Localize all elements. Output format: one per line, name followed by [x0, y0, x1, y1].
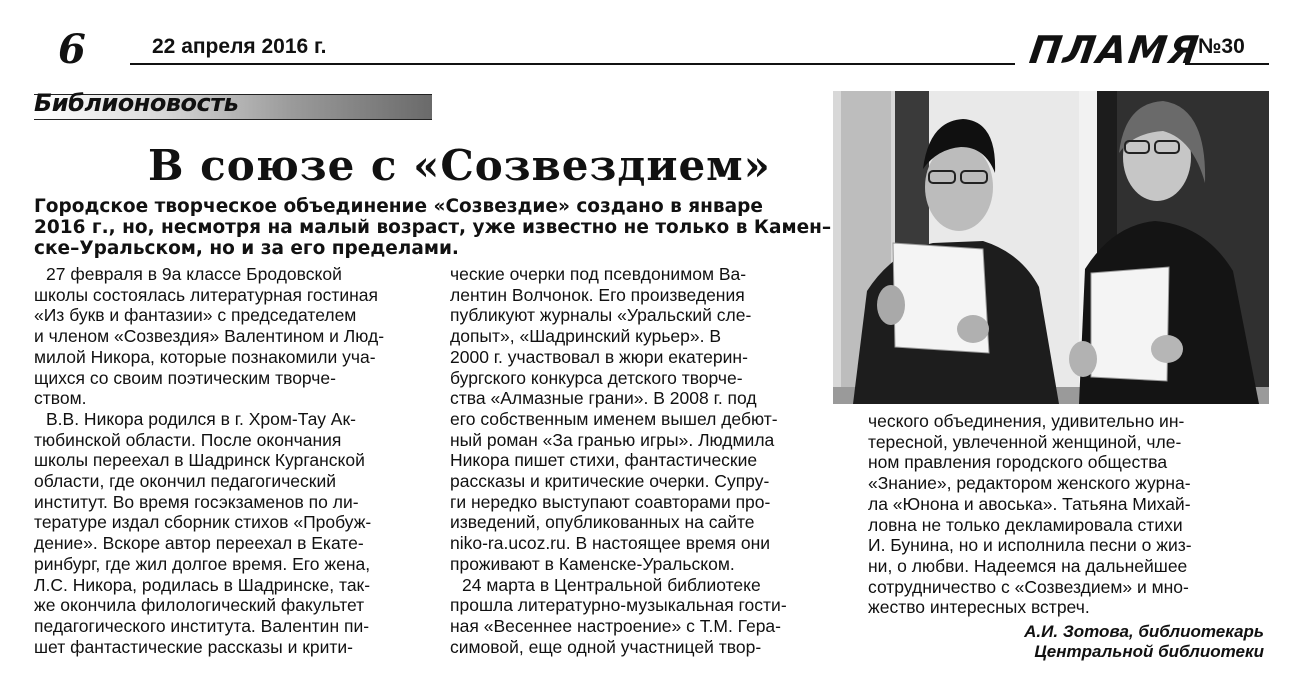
newspaper-logo: ПЛАМЯ [1026, 28, 1203, 72]
header-rule-left [130, 63, 1015, 65]
article-headline: В союзе с «Созвездием» [148, 141, 771, 190]
text-line: публикуют журналы «Уральский сле- [450, 305, 752, 326]
text-line: сотрудничество с «Созвездием» и мно- [868, 576, 1189, 597]
page-number: 6 [58, 26, 85, 73]
text-line: школы состоялась литературная гостиная [34, 284, 379, 305]
rubric-label: Библионовость [34, 89, 239, 117]
text-line: В.В. Никора родился в г. Хром-Тау Ак- [46, 408, 356, 429]
text-line: дение». Вскоре автор переехал в Екате- [34, 533, 364, 554]
text-line: И. Бунина, но и исполнила песни о жиз- [868, 535, 1192, 556]
text-line: допыт», «Шадринский курьер». В [450, 326, 722, 347]
text-line: милой Никора, которые познакомили уча- [34, 346, 376, 367]
text-line: ловна не только декламировала стихи [868, 514, 1183, 535]
text-line: Л.С. Никора, родилась в Шадринске, так- [34, 574, 371, 595]
text-line: 24 марта в Центральной библиотеке [462, 574, 761, 595]
text-line: шет фантастические рассказы и крити- [34, 636, 354, 657]
text-line: тересной, увлеченной женщиной, чле- [868, 431, 1182, 452]
issue-number: №30 [1198, 35, 1245, 58]
author-signature: А.И. Зотова, библиотекарь [1024, 622, 1264, 641]
text-line: 27 февраля в 9а классе Бродовской [46, 264, 342, 284]
text-line: и членом «Созвездия» Валентином и Люд- [34, 326, 385, 347]
text-line: Никора пишет стихи, фантастические [450, 450, 758, 471]
text-line: ги нередко выступают соавторами про- [450, 491, 771, 512]
text-line: изведений, опубликованных на сайте [450, 512, 755, 533]
article-column-1 [34, 264, 434, 657]
text-line: ла «Юнона и авоська». Татьяна Михай- [868, 493, 1191, 514]
text-line: niko-ra.ucoz.ru. В настоящее время они [450, 533, 771, 554]
lead-line: Городское творческое объединение «Созвездие» создано в январе [34, 196, 763, 217]
text-line: жество интересных встреч. [868, 597, 1090, 618]
text-line: ная «Весеннее настроение» с Т.М. Гера- [450, 615, 781, 636]
text-line: тюбинской области. После окончания [34, 429, 342, 450]
article-column-2 [450, 264, 850, 657]
issue-date: 22 апреля 2016 г. [152, 35, 327, 58]
photo-two-women-reading [833, 91, 1269, 404]
text-line: ством. [34, 388, 87, 409]
text-line: ческие очерки под псевдонимом Ва- [450, 264, 747, 284]
author-affiliation: Центральной библиотеки [1034, 642, 1264, 661]
text-line: «Из букв и фантазии» с председателем [34, 305, 357, 326]
text-line: рассказы и критические очерки. Супру- [450, 471, 770, 492]
text-line: щихся со своим поэтическим творче- [34, 367, 336, 388]
text-line: области, где окончил педагогический [34, 471, 336, 492]
lead-line: 2016 г., но, несмотря на малый возраст, уже известно не только в Камен– [34, 217, 832, 238]
text-line: лентин Волчонок. Его произведения [450, 284, 745, 305]
text-line: ства «Алмазные грани». В 2008 г. под [450, 388, 757, 409]
text-line: школы переехал в Шадринск Курганской [34, 450, 365, 471]
text-line: ный роман «За гранью игры». Людмила [450, 429, 775, 450]
text-line: ческого объединения, удивительно ин- [868, 411, 1185, 431]
text-line: его собственным именем вышел дебют- [450, 408, 778, 429]
article-photo [833, 91, 1269, 404]
text-line: институт. Во время госэкзаменов по ли- [34, 491, 359, 512]
article-column-3 [868, 411, 1268, 618]
lead-line: ске–Уральском, но и за его пределами. [34, 238, 459, 259]
article-lead [34, 196, 832, 259]
text-line: проживают в Каменске-Уральском. [450, 553, 735, 574]
text-line: «Знание», редактором женского журна- [868, 473, 1191, 494]
text-line: ни, о любви. Надеемся на дальнейшее [868, 555, 1188, 576]
text-line: ном правления городского общества [868, 452, 1168, 473]
text-line: же окончила филологический факультет [34, 595, 365, 616]
text-line: педагогического института. Валентин пи- [34, 615, 370, 636]
text-line: бургского конкурса детского творче- [450, 367, 743, 388]
text-line: ринбург, где жил долгое время. Его жена, [34, 553, 371, 574]
text-line: 2000 г. участвовал в жюри екатерин- [450, 346, 748, 367]
text-line: тературе издал сборник стихов «Пробуж- [34, 512, 372, 533]
text-line: симовой, еще одной участницей твор- [450, 636, 762, 657]
text-line: прошла литературно-музыкальная гости- [450, 595, 787, 616]
